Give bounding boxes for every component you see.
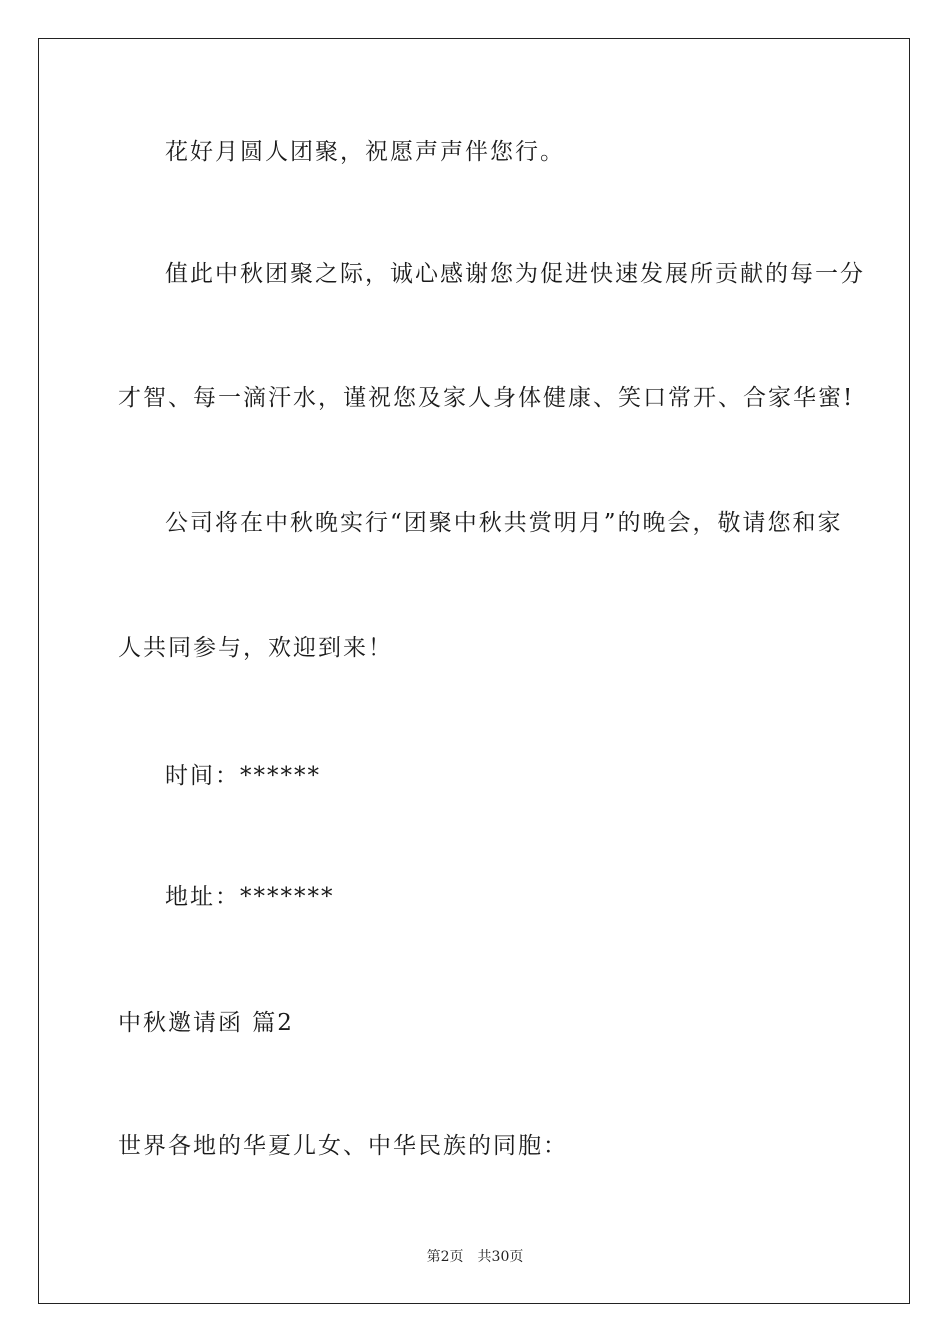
paragraph-thanks-line-2: 才智、每一滴汗水，谨祝您及家人身体健康、笑口常开、合家华蜜! xyxy=(118,385,855,411)
paragraph-invite-line-1: 公司将在中秋晚实行“团聚中秋共赏明月”的晚会，敬请您和家 xyxy=(165,510,843,536)
paragraph-invite-line-2: 人共同参与，欢迎到来！ xyxy=(118,635,393,661)
page-number: 第2页 xyxy=(426,1249,464,1265)
page-total: 共30页 xyxy=(477,1249,524,1265)
salutation-line: 世界各地的华夏儿女、中华民族的同胞： xyxy=(118,1133,568,1159)
paragraph-greeting: 花好月圆人团聚，祝愿声声伴您行。 xyxy=(165,139,565,165)
paragraph-thanks-line-1: 值此中秋团聚之际，诚心感谢您为促进快速发展所贡献的每一分 xyxy=(165,261,865,287)
page-footer xyxy=(0,1248,950,1266)
section-heading: 中秋邀请函 篇2 xyxy=(118,1010,294,1036)
time-line: 时间：****** xyxy=(165,763,321,789)
page-border xyxy=(38,38,910,1304)
address-line: 地址：******* xyxy=(165,884,335,910)
